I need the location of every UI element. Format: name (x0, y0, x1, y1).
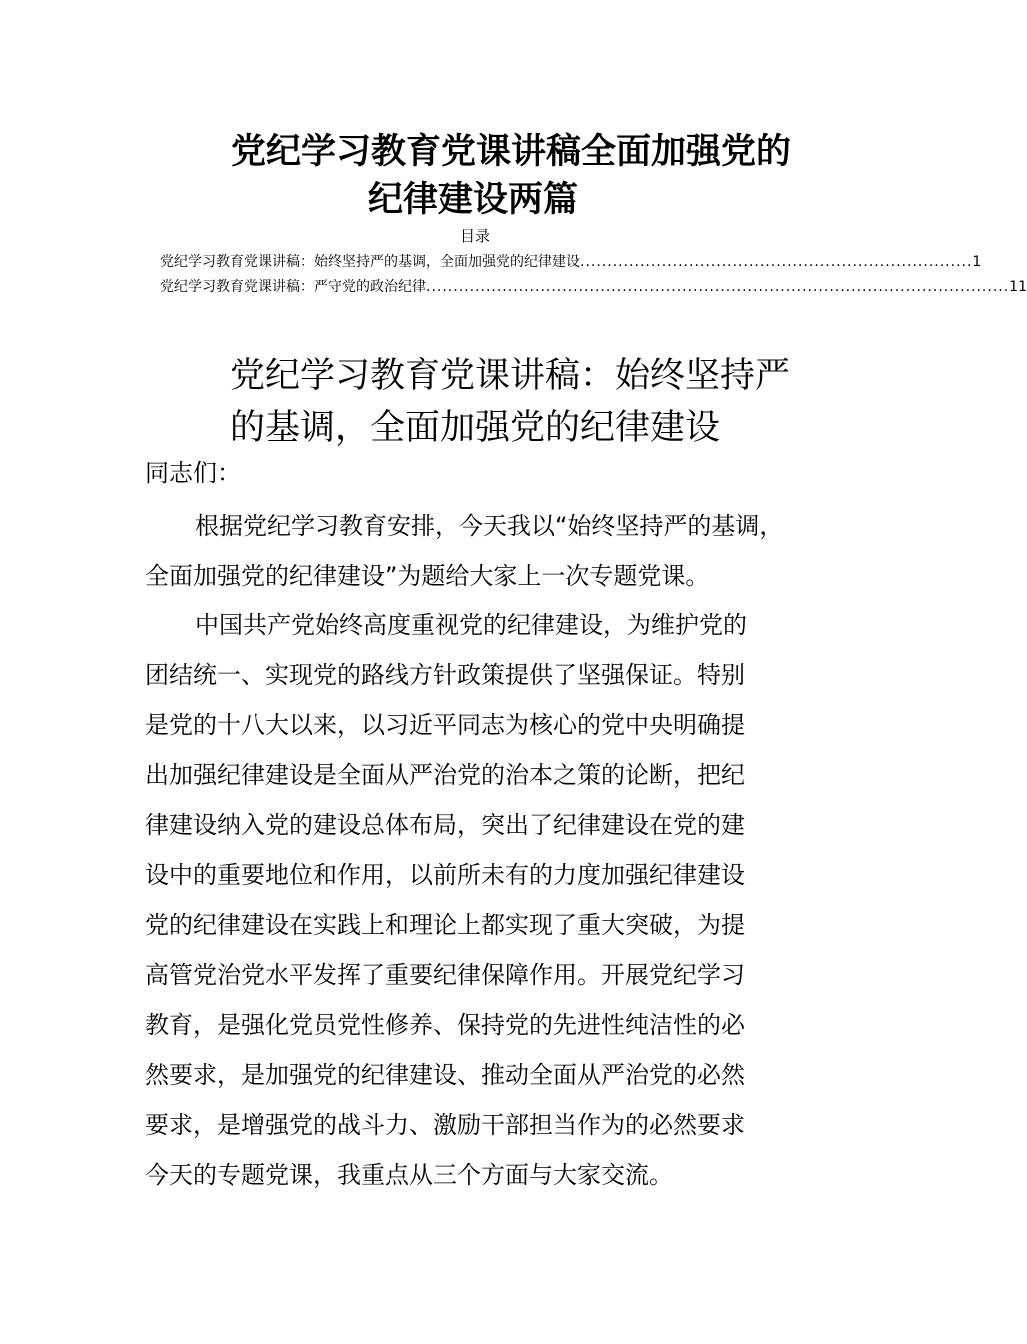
toc-entry-page: 11 (1009, 279, 1027, 295)
salutation: 同志们： (145, 459, 241, 487)
paragraph-line: 然要求，是加强党的纪律建设、推动全面从严治党的必然 (145, 1061, 745, 1089)
paragraph-line: 根据党纪学习教育安排，今天我以“始终坚持严的基调， (195, 512, 784, 540)
toc-heading: 目录 (459, 227, 490, 245)
toc-entry[interactable] (160, 252, 982, 277)
paragraph-line: 今天的专题党课，我重点从三个方面与大家交流。 (145, 1161, 673, 1189)
paragraph-line: 设中的重要地位和作用，以前所未有的力度加强纪律建设 (145, 861, 745, 889)
toc-entry-page: 1 (972, 254, 982, 270)
document-title-line-1: 党纪学习教育党课讲稿全面加强党的 (231, 132, 792, 172)
toc-entry[interactable] (160, 277, 1027, 302)
paragraph-line: 高管党治党水平发挥了重要纪律保障作用。开展党纪学习 (145, 961, 745, 989)
paragraph-intro (145, 501, 783, 601)
paragraph-line: 党的纪律建设在实践上和理论上都实现了重大突破，为提 (145, 911, 745, 939)
toc-entry-label: 党纪学习教育党课讲稿：始终坚持严的基调，全面加强党的纪律建设 (160, 254, 580, 270)
paragraph-line: 中国共产党始终高度重视党的纪律建设，为维护党的 (195, 611, 747, 639)
paragraph-line: 出加强纪律建设是全面从严治党的治本之策的论断，把纪 (145, 761, 745, 789)
toc-entry-label: 党纪学习教育党课讲稿：严守党的政治纪律 (160, 279, 426, 295)
toc-entry-leader: ........................................................................................................... (426, 279, 1010, 295)
paragraph-line: 全面加强党的纪律建设”为题给大家上一次专题党课。 (145, 562, 710, 590)
table-of-contents (160, 252, 1027, 302)
section-title (230, 350, 830, 454)
section-title-line-1: 党纪学习教育党课讲稿：始终坚持严 (230, 356, 791, 396)
paragraph-line: 要求，是增强党的战斗力、激励干部担当作为的必然要求 (145, 1111, 745, 1139)
paragraph-body (145, 600, 747, 1200)
paragraph-line: 教育，是强化党员党性修养、保持党的先进性纯洁性的必 (145, 1011, 745, 1039)
paragraph-line: 律建设纳入党的建设总体布局，突出了纪律建设在党的建 (145, 811, 745, 839)
section-title-line-2: 的基调，全面加强党的纪律建设 (230, 408, 721, 448)
toc-entry-leader: ........................................................................ (580, 254, 973, 270)
document-title-line-2: 纪律建设两篇 (368, 180, 579, 220)
paragraph-line: 是党的十八大以来，以习近平同志为核心的党中央明确提 (145, 711, 745, 739)
paragraph-line: 团结统一、实现党的路线方针政策提供了坚强保证。特别 (145, 661, 745, 689)
